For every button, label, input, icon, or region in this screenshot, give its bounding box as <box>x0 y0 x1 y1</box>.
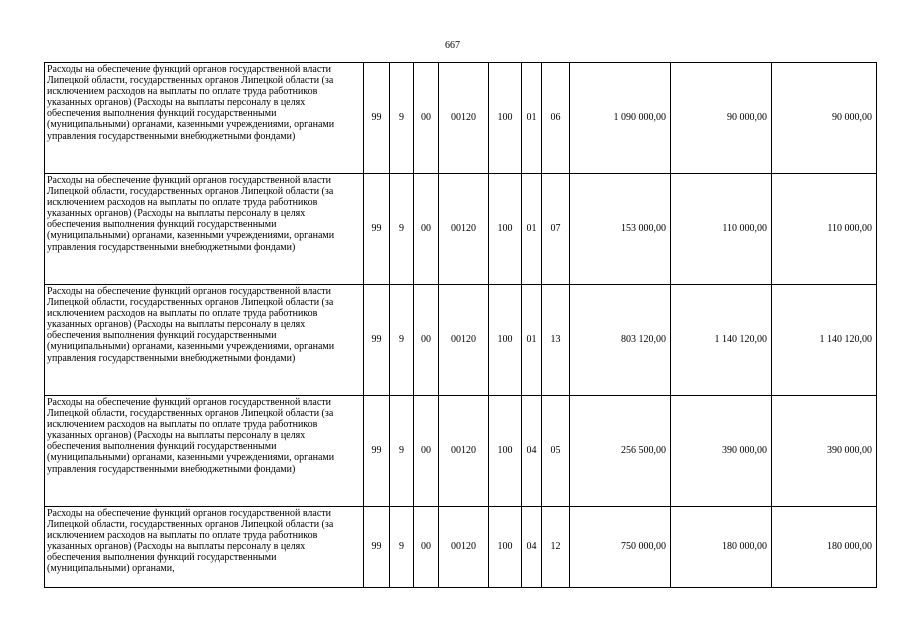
activity-code: 00 <box>414 396 439 507</box>
program-code: 99 <box>364 174 390 285</box>
amount-1: 803 120,00 <box>570 285 671 396</box>
amount-2: 110 000,00 <box>671 174 772 285</box>
expense-type-code: 100 <box>489 174 522 285</box>
direction-code: 00120 <box>439 507 489 588</box>
amount-2: 90 000,00 <box>671 63 772 174</box>
subsection-code: 07 <box>542 174 570 285</box>
direction-code: 00120 <box>439 63 489 174</box>
table-row <box>45 63 877 174</box>
activity-code: 00 <box>414 174 439 285</box>
budget-table <box>44 62 877 588</box>
table-row <box>45 507 877 588</box>
table-row <box>45 285 877 396</box>
row-description: Расходы на обеспечение функций органов государственной власти Липецкой области, государственных органов Липецкой области (за исключением расходов на выплаты по оплате труда работников указанных органов) (Расходы на выплаты персоналу в целях обеспечения выполнения функций государственными (муниципальными) органами, казенными учреждениями, органами управления государственными внебюджетными фондами) <box>45 285 364 396</box>
amount-3: 1 140 120,00 <box>772 285 877 396</box>
section-code: 04 <box>522 507 542 588</box>
direction-code: 00120 <box>439 285 489 396</box>
amount-2: 390 000,00 <box>671 396 772 507</box>
subsection-code: 06 <box>542 63 570 174</box>
direction-code: 00120 <box>439 396 489 507</box>
expense-type-code: 100 <box>489 507 522 588</box>
table-row <box>45 396 877 507</box>
amount-1: 750 000,00 <box>570 507 671 588</box>
direction-code: 00120 <box>439 174 489 285</box>
program-code: 99 <box>364 63 390 174</box>
amount-2: 1 140 120,00 <box>671 285 772 396</box>
expense-type-code: 100 <box>489 396 522 507</box>
subprogram-code: 9 <box>390 63 414 174</box>
subsection-code: 13 <box>542 285 570 396</box>
amount-3: 90 000,00 <box>772 63 877 174</box>
amount-1: 1 090 000,00 <box>570 63 671 174</box>
table-row <box>45 174 877 285</box>
program-code: 99 <box>364 396 390 507</box>
amount-2: 180 000,00 <box>671 507 772 588</box>
amount-3: 110 000,00 <box>772 174 877 285</box>
section-code: 04 <box>522 396 542 507</box>
subsection-code: 05 <box>542 396 570 507</box>
section-code: 01 <box>522 174 542 285</box>
program-code: 99 <box>364 507 390 588</box>
section-code: 01 <box>522 63 542 174</box>
expense-type-code: 100 <box>489 63 522 174</box>
subprogram-code: 9 <box>390 285 414 396</box>
row-description: Расходы на обеспечение функций органов государственной власти Липецкой области, государственных органов Липецкой области (за исключением расходов на выплаты по оплате труда работников указанных органов) (Расходы на выплаты персоналу в целях обеспечения выполнения функций государственными (муниципальными) органами, казенными учреждениями, органами управления государственными внебюджетными фондами) <box>45 396 364 507</box>
amount-3: 180 000,00 <box>772 507 877 588</box>
amount-1: 153 000,00 <box>570 174 671 285</box>
subprogram-code: 9 <box>390 396 414 507</box>
activity-code: 00 <box>414 285 439 396</box>
amount-3: 390 000,00 <box>772 396 877 507</box>
program-code: 99 <box>364 285 390 396</box>
page-number: 667 <box>445 40 460 51</box>
row-description: Расходы на обеспечение функций органов государственной власти Липецкой области, государственных органов Липецкой области (за исключением расходов на выплаты по оплате труда работников указанных органов) (Расходы на выплаты персоналу в целях обеспечения выполнения функций государственными (муниципальными) органами, казенными учреждениями, органами управления государственными внебюджетными фондами) <box>45 174 364 285</box>
row-description: Расходы на обеспечение функций органов государственной власти Липецкой области, государственных органов Липецкой области (за исключением расходов на выплаты по оплате труда работников указанных органов) (Расходы на выплаты персоналу в целях обеспечения выполнения функций государственными (муниципальными) органами, казенными учреждениями, органами управления государственными внебюджетными фондами) <box>45 63 364 174</box>
subsection-code: 12 <box>542 507 570 588</box>
activity-code: 00 <box>414 63 439 174</box>
section-code: 01 <box>522 285 542 396</box>
activity-code: 00 <box>414 507 439 588</box>
subprogram-code: 9 <box>390 507 414 588</box>
subprogram-code: 9 <box>390 174 414 285</box>
row-description: Расходы на обеспечение функций органов государственной власти Липецкой области, государственных органов Липецкой области (за исключением расходов на выплаты по оплате труда работников указанных органов) (Расходы на выплаты персоналу в целях обеспечения выполнения функций государственными (муниципальными) органами, <box>45 507 364 588</box>
amount-1: 256 500,00 <box>570 396 671 507</box>
expense-type-code: 100 <box>489 285 522 396</box>
